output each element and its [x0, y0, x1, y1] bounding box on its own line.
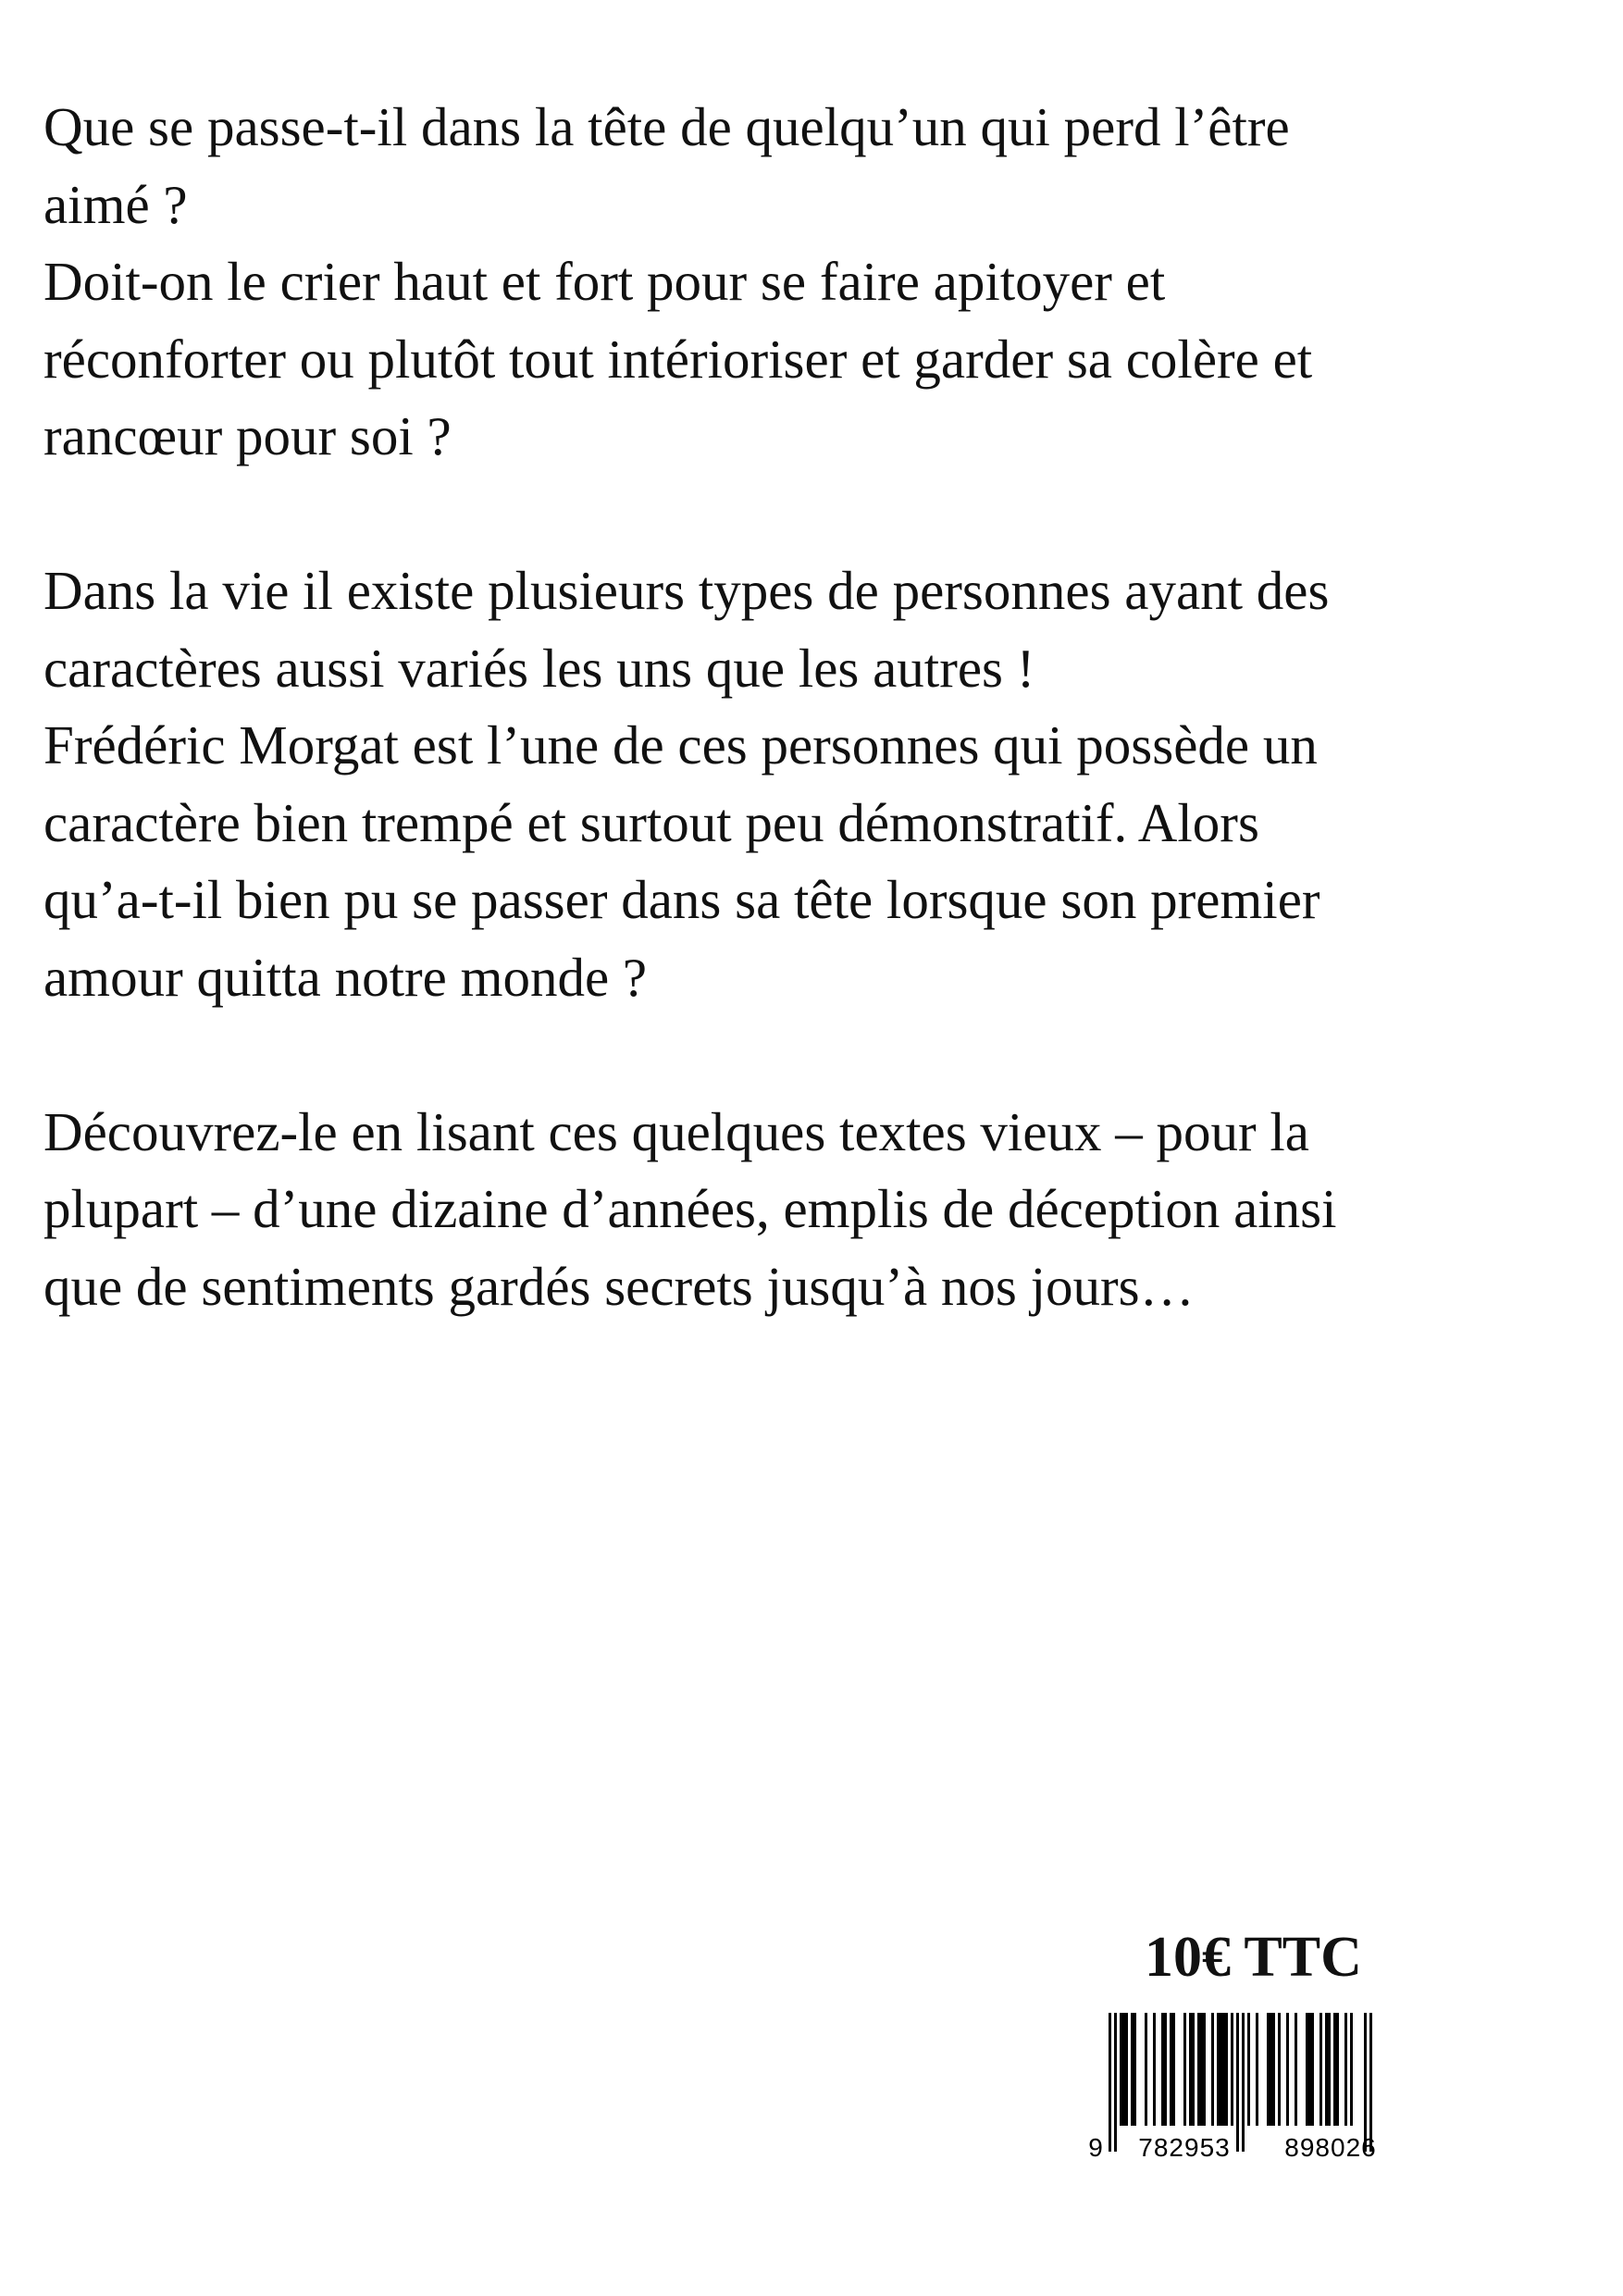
barcode-guard-bar — [1242, 2013, 1245, 2152]
isbn-barcode — [1088, 2013, 1414, 2161]
blurb-line: Découvrez-le en lisant ces quelques textes vieux – pour la — [43, 1100, 1309, 1162]
blurb-line: Doit-on le crier haut et fort pour se faire apitoyer et — [43, 251, 1166, 312]
barcode-guard-bar — [1114, 2013, 1117, 2152]
barcode-bar — [1203, 2013, 1206, 2126]
blurb-line: qu’a-t-il bien pu se passer dans sa tête lorsque son premier — [43, 869, 1320, 930]
barcode-bar — [1306, 2013, 1308, 2126]
barcode-bar — [1270, 2013, 1272, 2126]
barcode-bar — [1120, 2013, 1122, 2126]
blurb-line: Dans la vie il existe plusieurs types de personnes ayant des — [43, 560, 1330, 621]
barcode-bar — [1325, 2013, 1328, 2126]
paragraph-spacer — [43, 476, 1505, 553]
paragraph-spacer — [43, 1016, 1505, 1094]
barcode-bar — [1286, 2013, 1289, 2126]
barcode-bar — [1311, 2013, 1314, 2126]
barcode-bar — [1328, 2013, 1331, 2126]
barcode-bar — [1272, 2013, 1275, 2126]
blurb-line: caractères aussi variés les uns que les autres ! — [43, 637, 1035, 699]
barcode-bar — [1122, 2013, 1125, 2126]
barcode-bar — [1267, 2013, 1270, 2126]
blurb-line: Que se passe-t-il dans la tête de quelqu’un qui perd l’être — [43, 96, 1290, 157]
barcode-bars — [1109, 2013, 1372, 2152]
blurb-line: aimé ? — [43, 173, 188, 235]
barcode-guard-bar — [1369, 2013, 1372, 2152]
back-cover-blurb — [43, 89, 1505, 1325]
barcode-bar — [1350, 2013, 1353, 2126]
barcode-bar — [1278, 2013, 1281, 2126]
blurb-paragraph-3 — [43, 1094, 1505, 1326]
barcode-bar — [1192, 2013, 1195, 2126]
price-label: 10€ TTC — [1145, 1926, 1362, 1989]
barcode-bar — [1225, 2013, 1228, 2126]
barcode-digits-left: 782953 — [1138, 2133, 1231, 2161]
blurb-line: plupart – d’une dizaine d’années, emplis de déception ainsi — [43, 1178, 1337, 1239]
barcode-bar — [1189, 2013, 1192, 2126]
barcode-bar — [1220, 2013, 1222, 2126]
barcode-digits-right: 898026 — [1284, 2133, 1377, 2161]
barcode-bar — [1183, 2013, 1186, 2126]
barcode-guard-bar — [1236, 2013, 1239, 2152]
barcode-digit-first: 9 — [1088, 2133, 1103, 2161]
barcode-bar — [1172, 2013, 1175, 2126]
barcode-bar — [1145, 2013, 1147, 2126]
barcode-bar — [1161, 2013, 1164, 2126]
barcode-bar — [1295, 2013, 1297, 2126]
barcode-bar — [1247, 2013, 1250, 2126]
blurb-paragraph-1 — [43, 89, 1505, 476]
blurb-line: rancœur pour soi ? — [43, 405, 452, 466]
barcode-bar — [1125, 2013, 1128, 2126]
blurb-line: caractère bien trempé et surtout peu démonstratif. Alors — [43, 791, 1259, 853]
barcode-bar — [1231, 2013, 1233, 2126]
barcode-bar — [1222, 2013, 1225, 2126]
barcode-bar — [1200, 2013, 1203, 2126]
barcode-bar — [1153, 2013, 1156, 2126]
blurb-line: amour quitta notre monde ? — [43, 946, 648, 1008]
barcode-bar — [1197, 2013, 1200, 2126]
barcode-guard-bar — [1364, 2013, 1367, 2152]
blurb-line: que de sentiments gardés secrets jusqu’à nos jours… — [43, 1255, 1195, 1317]
blurb-line: réconforter ou plutôt tout intérioriser et garder sa colère et — [43, 328, 1313, 390]
barcode-bar — [1131, 2013, 1134, 2126]
barcode-bar — [1308, 2013, 1311, 2126]
barcode-bar — [1336, 2013, 1339, 2126]
barcode-bar — [1344, 2013, 1347, 2126]
barcode-bar — [1333, 2013, 1336, 2126]
barcode-bar — [1211, 2013, 1214, 2126]
blurb-line: Frédéric Morgat est l’une de ces personnes qui possède un — [43, 714, 1318, 776]
barcode-bar — [1134, 2013, 1136, 2126]
barcode-bar — [1319, 2013, 1322, 2126]
blurb-paragraph-2 — [43, 552, 1505, 1016]
barcode-bar — [1217, 2013, 1220, 2126]
barcode-bar — [1170, 2013, 1172, 2126]
barcode-guard-bar — [1109, 2013, 1111, 2152]
barcode-bar — [1256, 2013, 1258, 2126]
barcode-bar — [1164, 2013, 1167, 2126]
